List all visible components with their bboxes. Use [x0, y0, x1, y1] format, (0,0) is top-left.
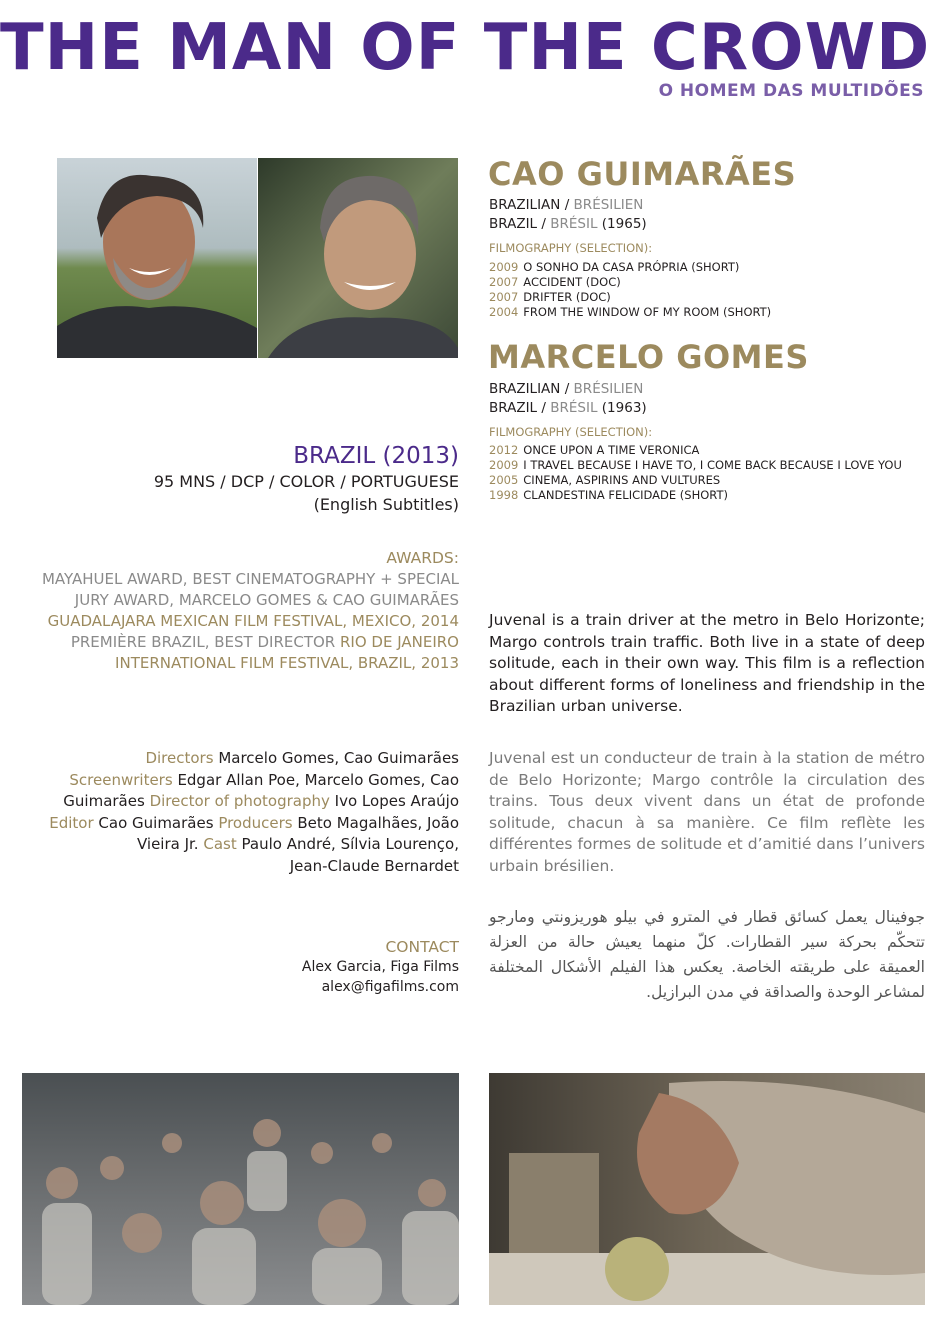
award-line: JURY AWARD, MARCELO GOMES & CAO GUIMARÃES [74, 591, 459, 609]
subtitles-note: (English Subtitles) [313, 495, 459, 514]
country-year: BRAZIL (2013) [293, 443, 459, 469]
awards-section [9, 548, 459, 674]
director-name-cao-guimaraes: CAO GUIMARÃES [488, 155, 797, 193]
synopsis-french: Juvenal est un conducteur de train à la station de métro de Belo Horizonte; Margo contrôle la circulation des trains. Tous deux vivent dans un état de profonde solitude, chacun à sa manière. Ce film reflète les différentes formes de solitude et d’amitié dans l’univers urbain brésilien. [489, 749, 925, 875]
contact-label: CONTACT [385, 938, 459, 956]
director-name-marcelo-gomes: MARCELO GOMES [488, 338, 809, 376]
credit-line: Vieira Jr. Cast Paulo André, Sílvia Lourenço, [136, 835, 459, 853]
credit-line: Screenwriters Edgar Allan Poe, Marcelo Gomes, Cao [69, 770, 459, 789]
film-item: 2004 FROM THE WINDOW OF MY ROOM (SHORT) [489, 305, 772, 319]
director-photo-cao-guimaraes [57, 158, 257, 358]
film-item: 2005 CINEMA, ASPIRINS AND VULTURES [489, 473, 721, 487]
awards-label: AWARDS: [386, 549, 459, 567]
synopsis-english: Juvenal is a train driver at the metro in Belo Horizonte; Margo controls train traffic. Both live in a state of deep solitude, each in their own way. This film is a reflection about different forms of loneliness and friendship in the Brazilian urban universe. [489, 611, 925, 715]
film-item: 2009 I TRAVEL BECAUSE I HAVE TO, I COME BACK BECAUSE I LOVE YOU [489, 458, 902, 472]
director-photo-marcelo-gomes [258, 158, 458, 358]
award-line: GUADALAJARA MEXICAN FILM FESTIVAL, MEXICO, 2014 [47, 612, 459, 630]
film-info [19, 442, 459, 516]
film-subtitle: O HOMEM DAS MULTIDÕES [658, 81, 924, 101]
credit-line: Guimarães Director of photography Ivo Lopes Araújo [63, 792, 459, 810]
synopsis-arabic: جوفينال يعمل كسائق قطار في المترو في بيلو هوريزونتي ومارجو تتحكّم بحركة سير القطارات. كلّ منهما يعيش حالة من العزلة العميقة على طريقته الخاصة. يعكس هذا الفيلم الأشكال المختلفة لمشاعر الوحدة والصداقة في مدن البرازيل. [489, 908, 925, 1001]
contact-name: Alex Garcia, Figa Films [301, 959, 459, 975]
credit-line: Editor Cao Guimarães Producers Beto Magalhães, João [49, 813, 459, 832]
award-line: MAYAHUEL AWARD, BEST CINEMATOGRAPHY + SPECIAL [41, 570, 459, 588]
filmography-list [489, 260, 771, 320]
filmography-label: FILMOGRAPHY (SELECTION): [489, 241, 653, 255]
director-nationality: BRAZILIAN / BRÉSILIEN [489, 381, 644, 397]
credit-line: Directors Marcelo Gomes, Cao Guimarães [145, 749, 459, 767]
film-title: THE MAN OF THE CROWD [0, 11, 931, 85]
director-country-year: BRAZIL / BRÉSIL (1963) [489, 400, 647, 416]
filmography-list [489, 443, 902, 503]
technical-specs: 95 MNS / DCP / COLOR / PORTUGUESE [153, 472, 459, 491]
contact-section [159, 937, 459, 997]
director-nationality: BRAZILIAN / BRÉSILIEN [489, 197, 644, 213]
film-item: 2007 ACCIDENT (DOC) [489, 275, 621, 289]
filmography-label: FILMOGRAPHY (SELECTION): [489, 425, 653, 439]
film-item: 2007 DRIFTER (DOC) [489, 290, 611, 304]
film-item: 1998 CLANDESTINA FELICIDADE (SHORT) [489, 488, 728, 502]
film-still-train-driver [489, 1073, 925, 1305]
film-item: 2012 ONCE UPON A TIME VERONICA [489, 443, 700, 457]
contact-email[interactable]: alex@figafilms.com [321, 979, 459, 995]
film-item: 2009 O SONHO DA CASA PRÓPRIA (SHORT) [489, 260, 740, 274]
credits-section [19, 748, 459, 877]
film-still-crowd [22, 1073, 459, 1305]
award-line: PREMIÈRE BRAZIL, BEST DIRECTOR RIO DE JANEIRO [70, 633, 459, 651]
award-line: INTERNATIONAL FILM FESTIVAL, BRAZIL, 2013 [115, 654, 459, 672]
director-country-year: BRAZIL / BRÉSIL (1965) [489, 216, 647, 232]
credit-line: Jean-Claude Bernardet [289, 856, 459, 875]
